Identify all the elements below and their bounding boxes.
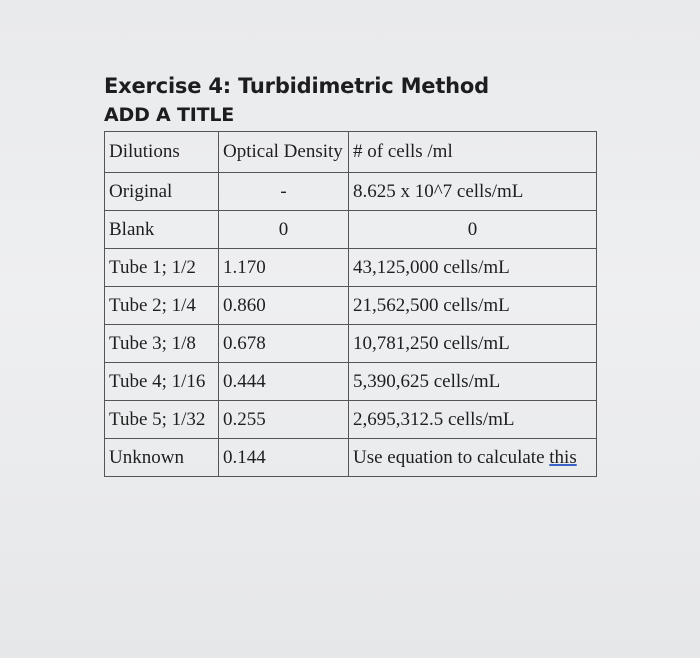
od-cell: 0.678 [219, 325, 349, 363]
cells-cell: 2,695,312.5 cells/mL [349, 401, 597, 439]
table-row [105, 325, 597, 363]
cells-cell: 21,562,500 cells/mL [349, 287, 597, 325]
cells-cell: 10,781,250 cells/mL [349, 325, 597, 363]
header-optical-density: Optical Density [219, 132, 349, 173]
od-cell: 0.860 [219, 287, 349, 325]
equation-note: Use equation to calculate [353, 446, 550, 468]
od-cell: 0.144 [219, 439, 349, 477]
table-header-row [105, 132, 597, 173]
dilution-cell: Tube 5; 1/32 [105, 401, 219, 439]
equation-link[interactable]: this [549, 446, 577, 468]
cells-cell: 43,125,000 cells/mL [349, 249, 597, 287]
data-table [104, 131, 597, 477]
cells-cell: 0 [349, 211, 597, 249]
od-cell: - [219, 173, 349, 211]
table-row [105, 439, 597, 477]
header-dilutions: Dilutions [105, 132, 219, 173]
cells-cell [349, 439, 597, 477]
dilution-cell: Tube 3; 1/8 [105, 325, 219, 363]
od-cell: 1.170 [219, 249, 349, 287]
dilution-cell: Tube 4; 1/16 [105, 363, 219, 401]
od-cell: 0 [219, 211, 349, 249]
table-row [105, 363, 597, 401]
table-row [105, 401, 597, 439]
table-row [105, 173, 597, 211]
page-subtitle: ADD A TITLE [104, 104, 235, 126]
table-row [105, 249, 597, 287]
header-cells-per-ml: # of cells /ml [349, 132, 597, 173]
table-row [105, 287, 597, 325]
dilution-cell: Tube 1; 1/2 [105, 249, 219, 287]
dilution-cell: Unknown [105, 439, 219, 477]
page-title: Exercise 4: Turbidimetric Method [104, 74, 489, 98]
cells-cell: 5,390,625 cells/mL [349, 363, 597, 401]
od-cell: 0.255 [219, 401, 349, 439]
dilution-cell: Tube 2; 1/4 [105, 287, 219, 325]
dilution-cell: Blank [105, 211, 219, 249]
cells-cell: 8.625 x 10^7 cells/mL [349, 173, 597, 211]
od-cell: 0.444 [219, 363, 349, 401]
dilution-cell: Original [105, 173, 219, 211]
table-row [105, 211, 597, 249]
